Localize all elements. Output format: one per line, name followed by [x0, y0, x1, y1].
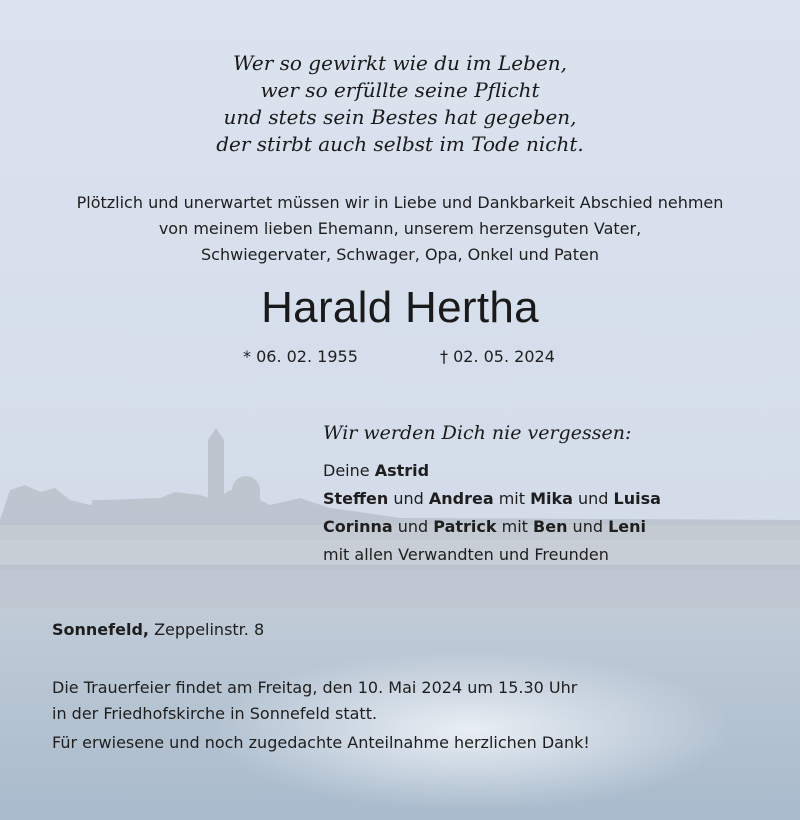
mourners-line [323, 513, 661, 541]
mourner-name: Astrid [374, 461, 430, 480]
mourner-name: Patrick [433, 517, 497, 536]
sun-glare [210, 650, 730, 810]
mourner-name: Luisa [613, 489, 661, 508]
intro-text [0, 190, 800, 268]
address [52, 620, 264, 639]
text: mit [493, 489, 531, 508]
mourners-list [323, 457, 661, 569]
address-street: Zeppelinstr. 8 [148, 620, 265, 639]
thanks-note: Für erwiesene und noch zugedachte Anteilnahme herzlichen Dank! [52, 733, 590, 752]
text: mit [496, 517, 534, 536]
mourner-name: Corinna [323, 517, 393, 536]
mourner-name: Steffen [323, 489, 389, 508]
mourners-heading: Wir werden Dich nie vergessen: [323, 422, 632, 444]
poem-line: und stets sein Bestes hat gegeben, [223, 105, 577, 129]
intro-line: Schwiegervater, Schwager, Opa, Onkel und Paten [201, 245, 599, 264]
mourners-line [323, 485, 661, 513]
deceased-name: Harald Hertha [261, 283, 539, 332]
text: und [388, 489, 429, 508]
death-date: † 02. 05. 2024 [440, 347, 555, 366]
intro-line: Plötzlich und unerwartet müssen wir in Liebe und Dankbarkeit Abschied nehmen [76, 193, 724, 212]
intro-line: von meinem lieben Ehemann, unserem herzensguten Vater, [158, 219, 642, 238]
address-town: Sonnefeld, [52, 620, 149, 639]
ceremony-line: Die Trauerfeier findet am Freitag, den 10. Mai 2024 um 15.30 Uhr [52, 678, 578, 697]
text: Deine [323, 461, 375, 480]
birth-date: * 06. 02. 1955 [243, 347, 358, 366]
mourner-name: Ben [533, 517, 568, 536]
ceremony-line: in der Friedhofskirche in Sonnefeld statt. [52, 704, 378, 723]
text: und [572, 489, 614, 508]
text: und [392, 517, 434, 536]
mourner-name: Mika [530, 489, 573, 508]
text: und [567, 517, 609, 536]
mourner-name: Leni [608, 517, 646, 536]
ceremony-info [52, 675, 577, 727]
poem-line: wer so erfüllte seine Pflicht [260, 78, 540, 102]
mourner-name: Andrea [428, 489, 494, 508]
mourners-line: mit allen Verwandten und Freunden [323, 545, 609, 564]
reed-band [0, 565, 800, 610]
memorial-poem [0, 50, 800, 158]
poem-line: der stirbt auch selbst im Tode nicht. [216, 132, 584, 156]
mourners-line [323, 457, 661, 485]
poem-line: Wer so gewirkt wie du im Leben, [232, 51, 568, 75]
